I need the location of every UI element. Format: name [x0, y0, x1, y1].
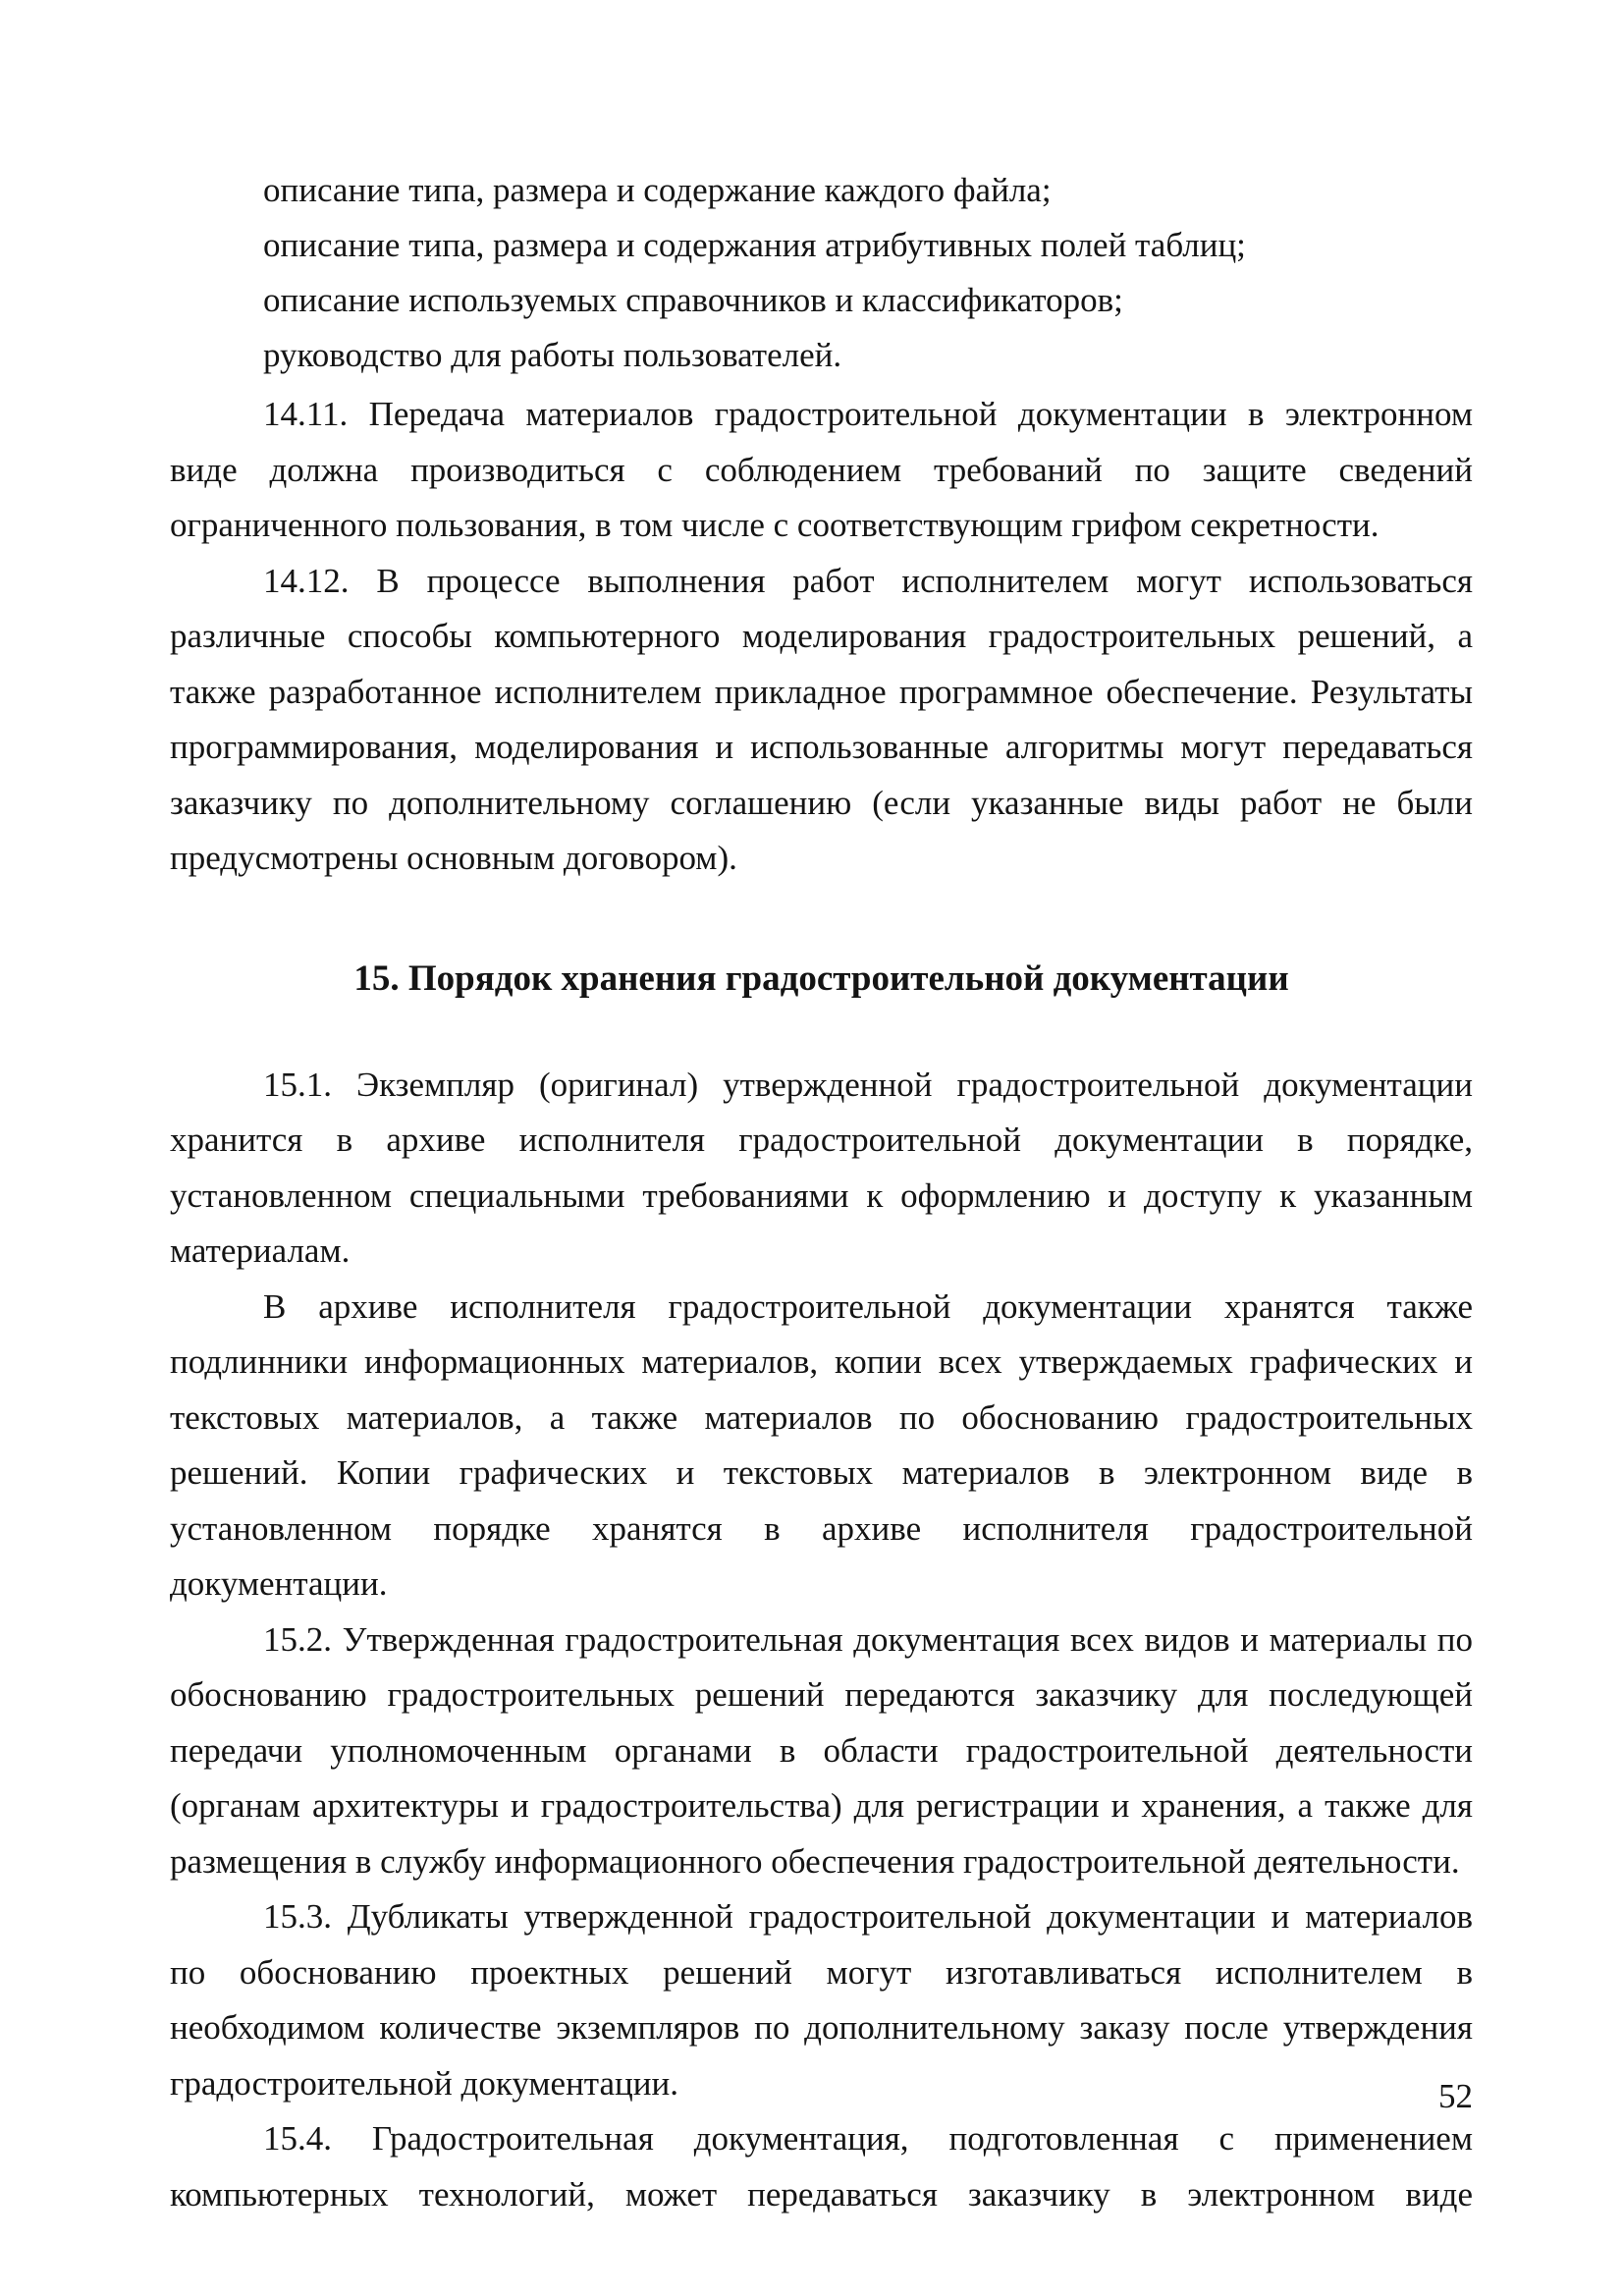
- paragraph-15-4: 15.4. Градостроительная документация, подготовленная с применением компьютерных технологий, может передаваться заказчику в электронном виде: [170, 2119, 1473, 2214]
- paragraph-15-1-continued: В архиве исполнителя градостроительной документации хранятся также подлинники информационных материалов, копии всех утверждаемых графических и текстовых материалов, а также материалов по обоснованию градостроительных решений. Копии графических и текстовых материалов в электронном виде в установленном порядке хранятся в архиве исполнителя градостроительной документации.: [170, 1286, 1473, 1603]
- paragraph-15-2: 15.2. Утвержденная градостроительная документация всех видов и материалы по обоснованию градостроительных решений передаются заказчику для последующей передачи уполномоченным органами в области градостроительной деятельности (органам архитектуры и градостроительства) для регистрации и хранения, а также для размещения в службу информационного обеспечения градостроительной деятельности.: [170, 1619, 1473, 1881]
- page-number: 52: [1438, 2077, 1473, 2115]
- paragraph-15-3: 15.3. Дубликаты утвержденной градостроительной документации и материалов по обоснованию проектных решений могут изготавливаться исполнителем в необходимом количестве экземпляров по дополнительному заказу после утверждения градостроительной документации.: [170, 1897, 1473, 2103]
- list-item: руководство для работы пользователей.: [263, 336, 842, 374]
- section-15-title: 15. Порядок хранения градостроительной документации: [353, 957, 1289, 999]
- paragraph-14-12: 14.12. В процессе выполнения работ исполнителем могут использоваться различные способы компьютерного моделирования градостроительных решений, а также разработанное исполнителем прикладное программное обеспечение. Результаты программирования, моделирования и использованные алгоритмы могут передаваться заказчику по дополнительному соглашению (если указанные виды работ не были предусмотрены основным договором).: [170, 561, 1473, 877]
- list-item: описание типа, размера и содержание каждого файла;: [263, 171, 1052, 209]
- list-item: описание типа, размера и содержания атрибутивных полей таблиц;: [263, 226, 1246, 264]
- paragraph-14-11: 14.11. Передача материалов градостроительной документации в электронном виде должна производиться с соблюдением требований по защите сведений ограниченного пользования, в том числе с соответствующим грифом секретности.: [170, 395, 1473, 544]
- paragraph-15-1: 15.1. Экземпляр (оригинал) утвержденной градостроительной документации хранится в архиве исполнителя градостроительной документации в порядке, установленном специальными требованиями к оформлению и доступу к указанным материалам.: [170, 1065, 1473, 1270]
- page-content: [170, 163, 1473, 2222]
- list-item: описание используемых справочников и классификаторов;: [263, 281, 1123, 319]
